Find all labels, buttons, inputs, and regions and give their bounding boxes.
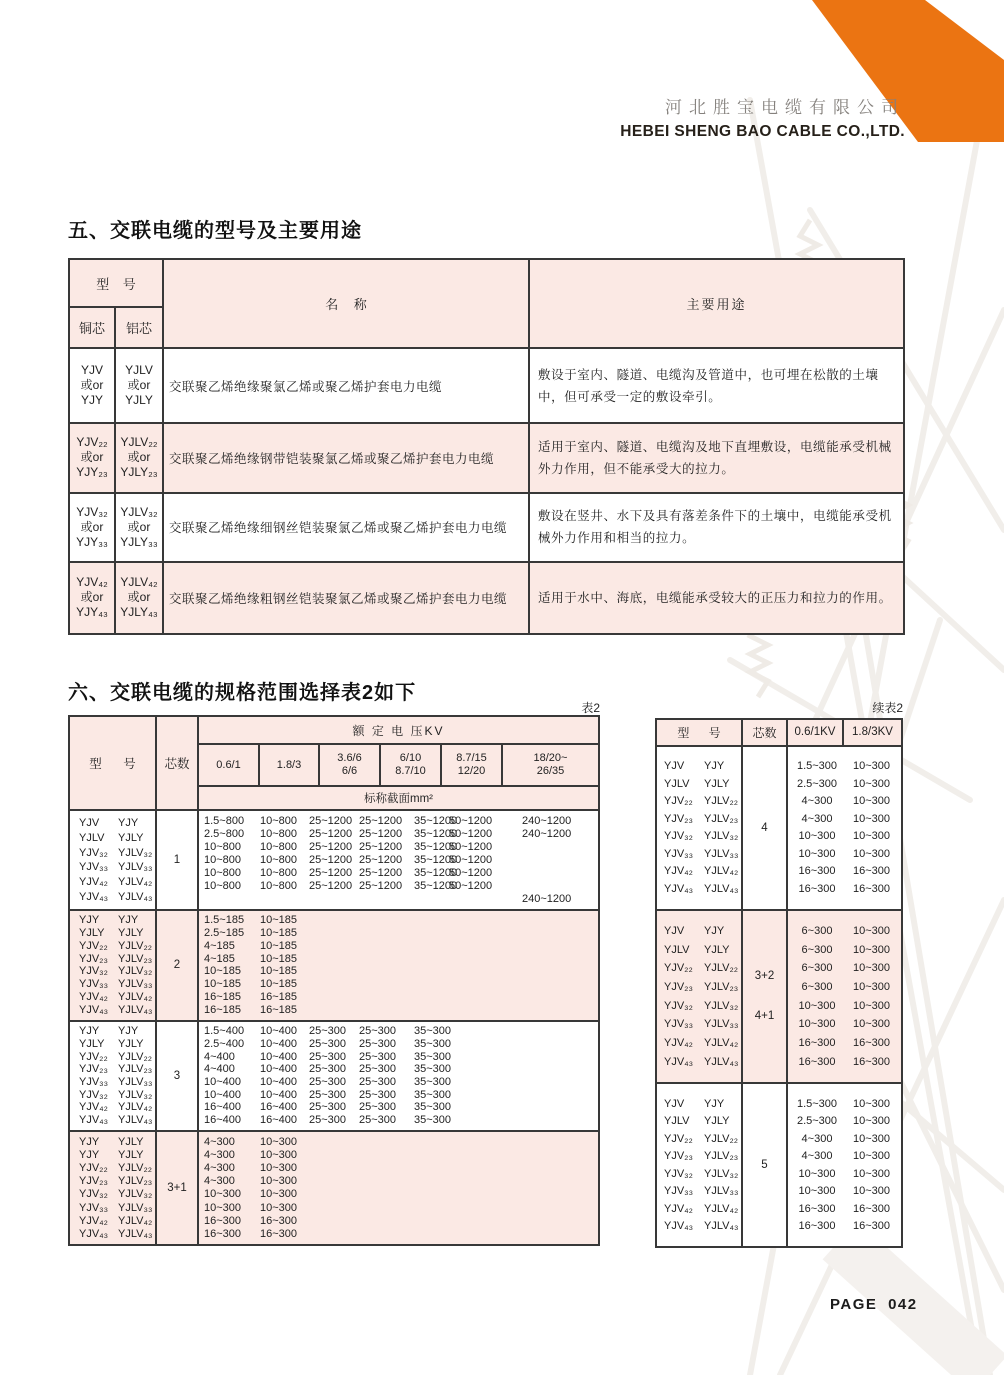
type-line: YJV₄₂ YJLV₄₂ [664, 1202, 739, 1215]
spec-value-line: 4~400 10~400 25~300 25~300 35~300 [204, 1063, 452, 1076]
table1-header-row [70, 260, 903, 349]
type-line: YJV₃₂ YJLV₃₂ [664, 830, 739, 843]
spec-value-line: 4~185 10~185 [204, 939, 298, 952]
type-line: YJV₄₃ YJLV₄₃ [79, 1227, 153, 1240]
voltage-column-header: 18/20~ 26/35 [533, 752, 568, 777]
table1-row [70, 349, 903, 424]
cable-usage-cell: 适用于室内、隧道、电缆沟及地下直埋敷设，电缆能承受机械外力作用，但不能承受大的拉力。 [538, 439, 892, 476]
model-aluminum-cell: YJLV 或or YJLY [116, 349, 164, 422]
model-types-cell [70, 1022, 157, 1130]
voltage-columns-row [199, 745, 598, 787]
company-name-chinese: 河北胜宝电缆有限公司 [665, 98, 905, 117]
voltage-column-header: 3.6/6 6/6 [320, 745, 381, 785]
spec-value-line: 4~300 10~300 [204, 1162, 298, 1175]
spec-value-line: 10~185 10~185 [204, 978, 298, 991]
spec-value-line: 1.5~300 10~300 [796, 1097, 890, 1110]
page-number: PAGE 042 [830, 1296, 918, 1313]
nominal-section-label: 标称截面mm² [364, 793, 433, 806]
spec-value-line: 10~300 10~300 [798, 1185, 890, 1198]
type-line: YJLV YJLY [664, 1115, 730, 1128]
type-line: YJV₃₃ YJLV₃₃ [79, 1201, 153, 1214]
spec-value-line: 1.5~185 10~185 [204, 914, 298, 927]
spec-value-line: 2.5~400 10~400 25~300 25~300 35~300 [204, 1038, 452, 1051]
type-line: YJV₃₃ YJLV₃₃ [664, 1018, 739, 1031]
type-line: YJV YJY [664, 925, 725, 938]
table2-group-row [70, 1022, 598, 1132]
type-line: YJLV YJLY [664, 777, 730, 790]
spec-value-line: 16~300 16~300 [798, 1055, 890, 1068]
spec-value-line: 4~300 10~300 [204, 1175, 298, 1188]
spec-value-line: 16~300 16~300 [798, 1220, 890, 1233]
type-line: YJV₃₂ YJLV₃₂ [79, 1088, 153, 1101]
type-line: YJV₂₃ YJLV₂₃ [79, 952, 153, 965]
table2-continued-label: 续表2 [872, 701, 903, 715]
model-types-cell [70, 1132, 157, 1244]
spec-value-line: 16~185 16~185 [204, 1003, 298, 1016]
spec-value-line: 16~300 16~300 [204, 1227, 298, 1240]
spec-value-line: 10~300 10~300 [798, 847, 890, 860]
type-line: YJV YJY [664, 760, 725, 773]
type-line: YJY YJLY [79, 1149, 144, 1162]
spec-value-line: 10~300 10~300 [204, 1188, 298, 1201]
type-line: YJV₄₃ YJLV₄₃ [664, 1055, 739, 1068]
type-line: YJLY YJLY [79, 1038, 144, 1051]
model-aluminum-cell: YJLV₄₂ 或or YJLY₄₃ [116, 563, 164, 633]
spec-value-line: 10~300 10~300 [204, 1201, 298, 1214]
table2-header [70, 717, 598, 811]
spec-value-line: 10~300 10~300 [798, 830, 890, 843]
spec-value-line: 10~800 10~800 25~1200 25~1200 35~1200 50~1200 [204, 853, 493, 866]
spec-value-line: 16~300 16~300 [798, 1202, 890, 1215]
spec-range-table-continued [655, 718, 903, 1248]
table1-row [70, 424, 903, 493]
cable-name-cell: 交联聚乙烯绝缘聚氯乙烯或聚乙烯护套电力电缆 [164, 349, 530, 422]
spec-value-line: 2.5~800 10~800 25~1200 25~1200 35~1200 50~1200 240~1200 [204, 828, 572, 841]
section5-title: 五、交联电缆的型号及主要用途 [68, 220, 362, 242]
continued-voltage2-header: 1.8/3KV [852, 726, 893, 739]
model-types-cell [657, 911, 743, 1083]
type-line: YJV₄₃ YJLV₄₃ [664, 882, 739, 895]
model-copper-cell: YJV₃₂ 或or YJY₃₃ [70, 494, 116, 561]
spec-value-line: 6~300 10~300 [801, 925, 890, 938]
table2-group-row [70, 1132, 598, 1244]
section-range-cell [199, 1132, 598, 1244]
model-header-cell [70, 260, 164, 347]
table2-group-row [70, 911, 598, 1022]
table2-voltage-block [199, 717, 598, 809]
type-line: YJV₄₃ YJLV₄₃ [79, 1114, 153, 1127]
company-name-english: HEBEI SHENG BAO CABLE CO.,LTD. [620, 123, 905, 140]
spec-value-line: 4~300 10~300 [801, 812, 890, 825]
type-line: YJY YJLY [79, 1135, 144, 1148]
type-line: YJV₄₂ YJLV₄₂ [79, 1101, 153, 1114]
model-types-cell [70, 911, 157, 1020]
section6-title: 六、交联电缆的规格范围选择表2如下 [68, 682, 417, 704]
spec-value-line: 6~300 10~300 [801, 962, 890, 975]
spec-value-line: 10~300 10~300 [798, 999, 890, 1012]
type-line: YJV₂₂ YJLV₂₂ [79, 1162, 153, 1175]
table2-label: 表2 [581, 701, 600, 715]
type-line: YJY YJY [79, 914, 139, 927]
section-range-cell [788, 747, 901, 909]
spec-value-line: 16~300 16~300 [798, 1036, 890, 1049]
type-line: YJV₄₂ YJLV₄₂ [79, 876, 153, 889]
type-line: YJLV YJLY [664, 943, 730, 956]
spec-value-line: 6~300 10~300 [801, 943, 890, 956]
spec-value-line: 16~300 16~300 [798, 865, 890, 878]
spec-value-line: 1.5~800 10~800 25~1200 25~1200 35~1200 50~1200 240~1200 [204, 815, 572, 828]
continued-cores-header: 芯数 [743, 720, 788, 745]
model-copper-cell: YJV₂₂ 或or YJY₂₃ [70, 424, 116, 491]
model-aluminum-cell: YJLV₂₂ 或or YJLY₂₃ [116, 424, 164, 491]
type-line: YJV₄₃ YJLV₄₃ [79, 890, 153, 903]
model-types-cell [657, 747, 743, 909]
type-line: YJV₄₂ YJLV₄₂ [664, 865, 739, 878]
cable-usage-cell: 敷设于室内、隧道、电缆沟及管道中，也可埋在松散的土壤中，但可承受一定的敷设牵引。 [538, 367, 879, 404]
type-line: YJV₄₂ YJLV₄₂ [79, 991, 153, 1003]
spec-value-line: 4~400 10~400 25~300 25~300 35~300 [204, 1050, 452, 1063]
cores-count-cell: 2 [157, 911, 199, 1020]
type-line: YJV₄₂ YJLV₄₂ [664, 1036, 739, 1049]
spec-value-line: 1.5~300 10~300 [796, 760, 890, 773]
spec-value-line: 10~800 10~800 25~1200 25~1200 35~1200 50~1200 [204, 879, 493, 892]
table2-model-header: 型 号 [70, 717, 157, 809]
type-line: YJV₂₂ YJLV₂₂ [664, 1132, 739, 1145]
type-line: YJV₃₂ YJLV₃₂ [664, 1167, 739, 1180]
type-line: YJV₃₂ YJLV₃₂ [79, 965, 153, 978]
section-range-cell [788, 911, 901, 1083]
spec-value-line: 10~400 10~400 25~300 25~300 35~300 [204, 1076, 452, 1089]
continued-model-header: 型 号 [657, 720, 743, 745]
table2-group-row [70, 811, 598, 910]
spec-value-line: 16~400 16~400 25~300 25~300 35~300 [204, 1114, 452, 1127]
cable-name-cell: 交联聚乙烯绝缘钢带铠装聚氯乙烯或聚乙烯护套电力电缆 [164, 424, 530, 491]
model-types-cell [70, 811, 157, 908]
type-line: YJV₃₂ YJLV₃₂ [664, 999, 739, 1012]
voltage-column-header: 1.8/3 [260, 745, 320, 785]
model-copper-cell: YJV 或or YJY [70, 349, 116, 422]
spec-value-line: 10~185 10~185 [204, 965, 298, 978]
spec-value-line: 10~400 10~400 25~300 25~300 35~300 [204, 1088, 452, 1101]
type-line: YJY YJY [79, 1025, 139, 1038]
continued-table-header [657, 720, 901, 747]
spec-value-line: 10~800 10~800 25~1200 25~1200 35~1200 50~1200 [204, 866, 493, 879]
aluminum-core-header: 铝芯 [125, 321, 152, 337]
type-line: YJV₂₃ YJLV₂₃ [79, 1063, 153, 1076]
cores-count-cell: 1 [157, 811, 199, 908]
spec-value-line: 4~185 10~185 [204, 952, 298, 965]
type-line: YJV₃₂ YJLV₃₂ [79, 1188, 153, 1201]
cable-usage-cell: 适用于水中、海底，电缆能承受较大的正压力和拉力的作用。 [538, 590, 892, 605]
spec-range-table [68, 715, 600, 1246]
continued-group-row [657, 747, 901, 911]
section-range-cell [199, 811, 598, 908]
cable-models-usage-table [68, 258, 905, 635]
table1-row [70, 494, 903, 563]
type-line: YJV₂₂ YJLV₂₂ [79, 1050, 153, 1063]
continued-group-row [657, 911, 901, 1085]
spec-value-line: 16~300 16~300 [798, 882, 890, 895]
cores-count-cell: 5 [743, 1084, 788, 1246]
spec-value-line: 1.5~400 10~400 25~300 25~300 35~300 [204, 1025, 452, 1038]
cores-count-cell: 4 [743, 747, 788, 909]
continued-group-row [657, 1084, 901, 1246]
spec-value-line: 16~400 16~400 25~300 25~300 35~300 [204, 1101, 452, 1114]
type-line: YJV₂₃ YJLV₂₃ [664, 1150, 739, 1163]
spec-value-line: 16~300 16~300 [204, 1214, 298, 1227]
spec-value-line: 4~300 10~300 [204, 1135, 298, 1148]
voltage-column-header: 6/10 8.7/10 [381, 745, 442, 785]
type-line: YJV₂₃ YJLV₂₃ [664, 981, 739, 994]
cores-count-cell: 3 [157, 1022, 199, 1130]
model-aluminum-cell: YJLV₃₂ 或or YJLY₃₃ [116, 494, 164, 561]
model-copper-cell: YJV₄₂ 或or YJY₄₃ [70, 563, 116, 633]
cable-usage-cell: 敷设在竖井、水下及具有落差条件下的土壤中，电缆能承受机械外力作用和相当的拉力。 [538, 509, 892, 546]
spec-value-line: 240~1200 [522, 892, 572, 905]
spec-value-line: 10~300 10~300 [798, 1167, 890, 1180]
type-line: YJV YJY [664, 1097, 725, 1110]
type-line: YJV₂₃ YJLV₂₃ [79, 1175, 153, 1188]
spec-value-line: 6~300 10~300 [801, 981, 890, 994]
type-line: YJV₃₃ YJLV₃₃ [664, 847, 739, 860]
spec-value-line: 10~300 10~300 [798, 1018, 890, 1031]
type-line: YJV₃₃ YJLV₃₃ [664, 1185, 739, 1198]
cable-name-cell: 交联聚乙烯绝缘粗钢丝铠装聚氯乙烯或聚乙烯护套电力电缆 [164, 563, 530, 633]
model-types-cell [657, 1084, 743, 1246]
model-header-label: 型 号 [70, 260, 162, 308]
rated-voltage-label: 额 定 电 压KV [199, 717, 598, 745]
spec-value-line: 4~300 10~300 [204, 1149, 298, 1162]
table2-cores-header: 芯数 [157, 717, 199, 809]
type-line: YJV₃₂ YJLV₃₂ [79, 846, 153, 859]
spec-value-line: 4~300 10~300 [801, 1150, 890, 1163]
cable-name-cell: 交联聚乙烯绝缘细钢丝铠装聚氯乙烯或聚乙烯护套电力电缆 [164, 494, 530, 561]
spec-value-line: 10~800 10~800 25~1200 25~1200 35~1200 50~1200 [204, 841, 493, 853]
spec-value-line: 2.5~300 10~300 [796, 1115, 890, 1128]
name-header-cell: 名 称 [164, 260, 530, 347]
spec-value-line: 2.5~185 10~185 [204, 927, 298, 940]
spec-value-line: 16~185 16~185 [204, 991, 298, 1003]
section-range-cell [199, 1022, 598, 1130]
spec-value-line: 4~300 10~300 [801, 1132, 890, 1145]
type-line: YJV₄₂ YJLV₄₂ [79, 1214, 153, 1227]
table1-row [70, 563, 903, 633]
section-range-cell [788, 1084, 901, 1246]
type-line: YJV₃₃ YJLV₃₃ [79, 1076, 153, 1089]
cores-count-cell: 3+2 4+1 [743, 911, 788, 1083]
spec-value-line: 4~300 10~300 [801, 795, 890, 808]
type-line: YJV₄₃ YJLV₄₃ [664, 1220, 739, 1233]
voltage-column-header: 8.7/15 12/20 [442, 745, 503, 785]
type-line: YJV YJY [79, 817, 139, 830]
copper-core-header: 铜芯 [70, 308, 116, 347]
type-line: YJV₄₃ YJLV₄₃ [79, 1003, 153, 1016]
type-line: YJV₂₂ YJLV₂₂ [664, 795, 739, 808]
continued-voltage1-header: 0.6/1KV [788, 720, 844, 745]
type-line: YJV₂₃ YJLV₂₃ [664, 812, 739, 825]
usage-header-cell: 主要用途 [686, 297, 747, 313]
type-line: YJV₂₂ YJLV₂₂ [664, 962, 739, 975]
type-line: YJV₂₂ YJLV₂₂ [79, 939, 153, 952]
voltage-column-header: 0.6/1 [199, 745, 260, 785]
type-line: YJLV YJLY [79, 831, 144, 844]
type-line: YJLY YJLY [79, 927, 144, 940]
spec-value-line: 2.5~300 10~300 [796, 777, 890, 790]
cores-count-cell: 3+1 [157, 1132, 199, 1244]
model-subheader-row [70, 308, 162, 347]
type-line: YJV₃₃ YJLV₃₃ [79, 978, 153, 991]
section-range-cell [199, 911, 598, 1020]
type-line: YJV₃₃ YJLV₃₃ [79, 861, 153, 874]
